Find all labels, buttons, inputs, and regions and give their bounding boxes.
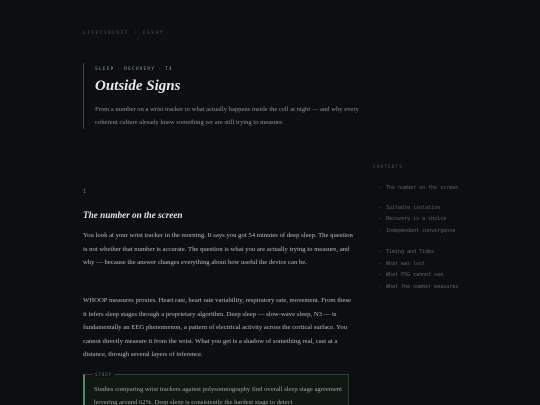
toc-item-timing-and-tides[interactable] [379,249,459,256]
page-subtitle: From a number on a wrist tracker to what actually happens inside the cell at night — and why every coherent culture already knew something we are still trying to measure. [95,106,359,126]
callout-text: Studies comparing wrist trackers against polysomnography find overall sleep stage agreement hovering around 62%. Deep sleep is consistently the hardest stage to detect [94,386,342,405]
tag-recovery[interactable]: RECOVERY [124,67,156,72]
toc-item-label: What PSG cannot see [386,272,444,278]
toc-item-label: The number on the screen [386,185,459,191]
toc-item-label: What was lost [386,261,426,267]
toc-dash: — [379,249,383,255]
tag-separator: · [158,67,163,72]
callout-label: STUDY [95,372,113,377]
body-paragraph-2: WHOOP measures proxies. Heart rate, heart rate variability, respiratory rate, movement. From these it infers sleep stages through a proprietary algorithm. Deep sleep — slow-wave sleep, N3 — is fundamentally an EEG phenomenon, a pattern of electrical activity across the cortical surface. You cannot directly measure it from the wrist. What you get is a shadow of something real, cast at a distance, through several layers of inference. [83,297,352,358]
toc-item-label: Independent convergence [386,228,456,234]
toc-dash: — [379,216,383,222]
toc-dash: — [379,261,383,267]
toc-item-suitable-isolation[interactable] [379,205,459,212]
toc-item-recovery-is-a-choice[interactable] [379,216,459,223]
toc-dash: — [379,205,383,211]
toc-item-label: Timing and Tides [386,249,435,255]
toc-item-what-psg-cannot-see[interactable] [379,272,459,279]
breadcrumb [83,31,164,36]
tag-t4[interactable]: T4 [165,67,173,72]
body-paragraph-1: You look at your wrist tracker in the morning. It says you got 54 minutes of deep sleep. The question is not whether that number is accurate. The question is what you are actually trying to measure, and why — because the answer changes everything about how useful the device can be. [83,232,353,266]
breadcrumb-site[interactable]: LIFECIRCUIT [83,31,129,36]
toc-item-what-the-number-measures[interactable] [379,284,459,291]
table-of-contents [373,165,463,290]
breadcrumb-section[interactable]: ESSAY [143,31,164,36]
toc-dash: — [379,228,383,234]
toc-item-what-was-lost[interactable] [379,261,459,268]
tag-sleep[interactable]: SLEEP [95,67,115,72]
toc-item-label: Recovery is a choice [386,216,447,222]
toc-dash: — [379,185,383,191]
article-header [83,63,373,129]
tag-separator: · [117,67,122,72]
section-marker: I [83,189,87,195]
toc-dash: — [379,284,383,290]
toc-heading: CONTENTS [373,165,403,170]
study-callout [83,374,349,405]
toc-item-label: What the number measures [386,284,459,290]
page-title: Outside Signs [95,78,181,94]
breadcrumb-separator: / [133,31,138,36]
article-tags [95,67,373,72]
toc-item-label: Suitable isolation [386,205,441,211]
section-title: The number on the screen [83,209,183,220]
toc-dash: — [379,272,383,278]
toc-item-the-number-on-the-screen[interactable] [379,185,459,192]
toc-item-independent-convergence[interactable] [379,228,459,235]
